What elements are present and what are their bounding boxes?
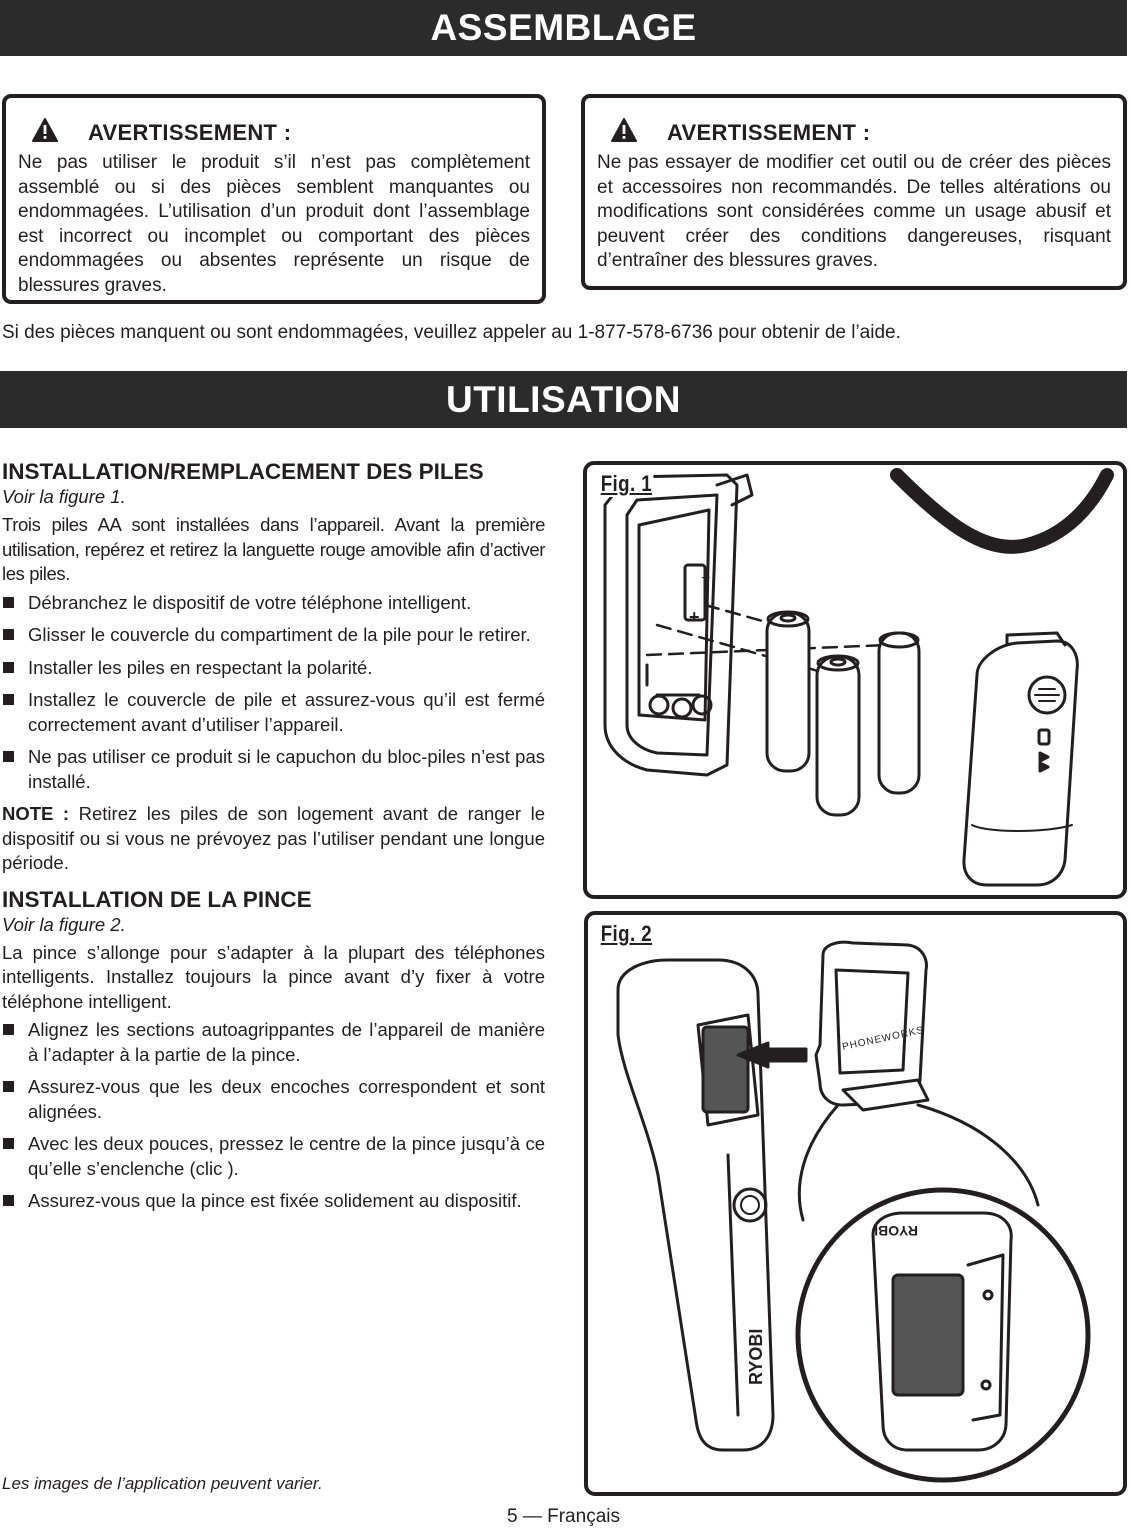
list-item: Avec les deux pouces, pressez le centre de la pince jusqu’à ce qu’elle s’enclenche (clic ). (2, 1132, 545, 1181)
list-item: Assurez-vous que les deux encoches correspondent et sont alignées. (2, 1075, 545, 1124)
polarity-minus-label: − (701, 570, 711, 587)
figure-label: Fig. 2 (600, 921, 653, 946)
intro-paragraph: La pince s’allonge pour s’adapter à la plupart des téléphones intelligents. Installez toujours la pince avant d’y fixer à votre téléphone intelligent. (2, 941, 545, 1012)
section-batteries (2, 458, 545, 876)
polarity-plus-label: + (689, 607, 700, 627)
section-title: INSTALLATION DE LA PINCE (2, 886, 312, 912)
list-item: Débranchez le dispositif de votre téléphone intelligent. (2, 591, 545, 616)
brand-logo-device: RYOBI (746, 1328, 766, 1385)
list-item: Assurez-vous que la pince est fixée solidement au dispositif. (2, 1189, 545, 1214)
brand-logo-zoom: RYOBI (874, 1223, 918, 1239)
figure-reference: Voir la figure 1. (2, 486, 126, 507)
list-item: Glisser le couvercle du compartiment de la pile pour le retirer. (2, 623, 545, 648)
clip-illustration (588, 915, 1123, 1492)
clip-brand-logo: PHONEWORKS (841, 1024, 926, 1053)
warning-title: AVERTISSEMENT : (88, 119, 292, 145)
section-clip (2, 886, 545, 1214)
list-item: Alignez les sections autoagrippantes de l’appareil de manière à l’adapter à la partie de la pince. (2, 1018, 545, 1067)
warning-text: Ne pas utiliser le produit s’il n’est pas complètement assemblé ou si des pièces semblent manquantes ou endommagées. L’utilisation d’un produit dont l’assemblage est incorrect ou incomplet ou comportant des pièces endommagées ou absentes représente un risque de blessures graves. (18, 152, 530, 296)
bullet-list (2, 1018, 545, 1214)
battery-illustration (587, 465, 1123, 895)
instructions-column (2, 458, 545, 1222)
section-banner-utilisation: UTILISATION (0, 371, 1127, 428)
warning-triangle-icon (611, 118, 637, 147)
bullet-list (2, 591, 545, 795)
figure-2-clip-installation (584, 911, 1127, 1496)
warning-title: AVERTISSEMENT : (667, 119, 871, 145)
section-title: INSTALLATION/REMPLACEMENT DES PILES (2, 459, 484, 484)
note-text: Retirez les piles de son logement avant de ranger le dispositif ou si vous ne prévoyez pas l’utiliser pendant une longue période. (2, 803, 545, 873)
help-phone-line: Si des pièces manquent ou sont endommagées, veuillez appeler au 1-877-578-6736 pour obtenir de l’aide. (2, 322, 901, 343)
warning-box-assembly (2, 94, 546, 304)
figure-reference: Voir la figure 2. (2, 913, 126, 935)
warning-box-modification (581, 94, 1127, 290)
section-banner-assemblage: ASSEMBLAGE (0, 0, 1127, 56)
list-item: Installer les piles en respectant la polarité. (2, 656, 545, 681)
app-images-note: Les images de l’application peuvent varier. (2, 1474, 323, 1493)
list-item: Installez le couvercle de pile et assurez-vous qu’il est fermé correctement avant d’utiliser l’appareil. (2, 688, 545, 737)
figure-label: Fig. 1 (600, 471, 653, 496)
page-footer: 5 — Français (507, 1506, 620, 1527)
warning-text: Ne pas essayer de modifier cet outil ou de créer des pièces et accessoires non recommandés. De telles altérations ou modifications sont considérées comme un usage abusif et peuvent créer des conditions dangereuses, risquant d’entraîner des blessures graves. (597, 152, 1111, 271)
intro-paragraph: Trois piles AA sont installées dans l’appareil. Avant la première utilisation, repérez et retirez la languette rouge amovible afin d’activer les piles. (2, 514, 545, 584)
note-label: NOTE : (2, 803, 70, 824)
list-item: Ne pas utiliser ce produit si le capuchon du bloc-piles n’est pas installé. (2, 745, 545, 794)
warning-triangle-icon (32, 118, 58, 147)
note-paragraph (2, 802, 545, 876)
figure-1-battery-installation (583, 461, 1127, 899)
